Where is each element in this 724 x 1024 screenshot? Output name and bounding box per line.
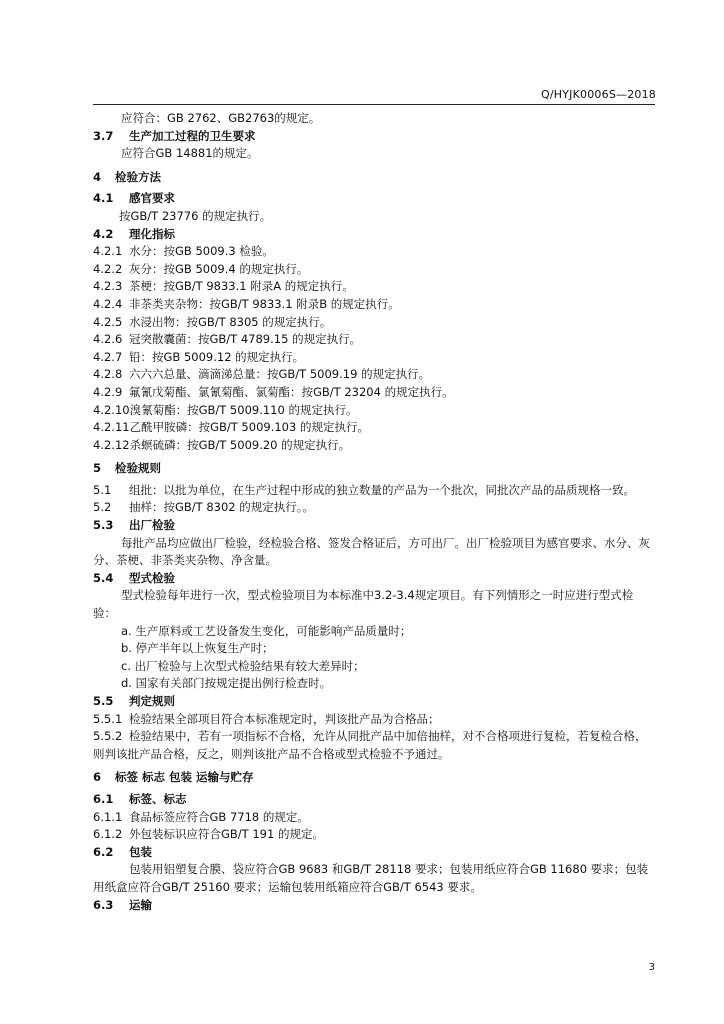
paragraph-type-inspection: 型式检验每年进行一次，型式检验项目为本标准中3.2-3.4规定项目。有下列情形之一时应进行型式检验：	[93, 588, 634, 621]
paragraph-factory-inspection: 每批产品均应做出厂检验，经检验合格、签发合格证后，方可出厂。出厂检验项目为感官要求、水分、灰分、茶梗、非茶类夹杂物、净含量。	[93, 535, 650, 568]
line-gb14881: 应符合GB 14881的规定。	[121, 146, 259, 161]
heading-5-4: 5.4 型式检验	[93, 570, 175, 585]
heading-6: 6 标签 标志 包装 运输与贮存	[93, 770, 254, 785]
clause-4-2-7: 4.2.7 铅：按GB 5009.12 的规定执行。	[93, 349, 305, 364]
clause-4-2-6: 4.2.6 冠突散囊菌：按GB/T 4789.15 的规定执行。	[93, 332, 362, 347]
clause-5-2: 5.2 抽样：按GB/T 8302 的规定执行。。	[93, 500, 315, 515]
heading-4-1: 4.1 感官要求	[93, 191, 175, 206]
heading-5: 5 检验规则	[93, 461, 161, 476]
line-gbt23776: 按GB/T 23776 的规定执行。	[119, 208, 272, 223]
paragraph-packaging: 包装用铝塑复合膜、袋应符合GB 9683 和GB/T 28118 要求；包装用纸应符合GB 11680 要求；包装用纸盒应符合GB/T 25160 要求；运输包装用纸箱应符合GB/T 6543 要求。	[93, 862, 649, 894]
heading-6-2: 6.2 包装	[93, 844, 152, 859]
clause-4-2-3: 4.2.3 茶梗：按GB/T 9833.1 附录A 的规定执行。	[93, 279, 354, 294]
clause-4-2-8: 4.2.8 六六六总量、滴滴涕总量：按GB/T 5009.19 的规定执行。	[93, 367, 431, 382]
clause-4-2-4: 4.2.4 非茶类夹杂物：按GB/T 9833.1 附录B 的规定执行。	[93, 296, 400, 311]
clause-6-1-2: 6.1.2 外包装标识应符合GB/T 191 的规定。	[93, 827, 324, 842]
clause-4-2-1: 4.2.1 水分：按GB 5009.3 检验。	[93, 244, 274, 259]
heading-5-5: 5.5 判定规则	[93, 694, 175, 708]
clause-4-2-12: 4.2.12杀螟硫磷：按GB/T 5009.20 的规定执行。	[93, 437, 351, 452]
heading-4-2: 4.2 理化指标	[93, 226, 175, 241]
heading-3-7: 3.7 生产加工过程的卫生要求	[93, 128, 256, 143]
list-item-b: b. 停产半年以上恢复生产时；	[121, 641, 274, 656]
clause-5-5-2: 5.5.2 检验结果中，若有一项指标不合格，允许从同批产品中加倍抽样，对不合格项进行复检，若复检合格，则判该批产品合格，反之，则判该批产品不合格或型式检验不予通过。	[93, 729, 647, 761]
header-rule	[93, 104, 655, 105]
clause-4-2-2: 4.2.2 灰分：按GB 5009.4 的规定执行。	[93, 261, 309, 276]
heading-4: 4 检验方法	[93, 169, 161, 184]
clause-4-2-11: 4.2.11乙酰甲胺磷：按GB/T 5009.103 的规定执行。	[93, 420, 369, 435]
list-item-c: c. 出厂检验与上次型式检验结果有较大差异时；	[121, 658, 365, 673]
heading-6-3: 6.3 运输	[93, 897, 152, 912]
header-doc-code: Q/HYJK0006S—2018	[541, 88, 656, 101]
clause-4-2-10: 4.2.10溴氰菊酯：按GB/T 5009.110 的规定执行。	[93, 402, 358, 417]
document-body	[93, 110, 655, 914]
clause-4-2-9: 4.2.9 氟氰戊菊酯、氯氰菊酯、氯菊酯：按GB/T 23204 的规定执行。	[93, 384, 454, 399]
line-requirement-gb2762: 应符合：GB 2762、GB2763的规定。	[121, 111, 321, 125]
clause-5-1: 5.1 组批：以批为单位，在生产过程中形成的独立数量的产品为一个批次，同批次产品的品质规格一致。	[93, 482, 635, 497]
list-item-d: d. 国家有关部门按规定提出例行检查时。	[121, 676, 332, 691]
clause-4-2-5: 4.2.5 水浸出物：按GB/T 8305 的规定执行。	[93, 314, 332, 329]
clause-5-5-1: 5.5.1 检验结果全部项目符合本标准规定时，判该批产品为合格品；	[93, 711, 440, 726]
list-item-a: a. 生产原料或工艺设备发生变化，可能影响产品质量时；	[121, 623, 412, 638]
clause-6-1-1: 6.1.1 食品标签应符合GB 7718 的规定。	[93, 809, 309, 824]
page-number: 3	[648, 962, 655, 973]
heading-5-3: 5.3 出厂检验	[93, 518, 175, 533]
heading-6-1: 6.1 标签、标志	[93, 791, 187, 806]
